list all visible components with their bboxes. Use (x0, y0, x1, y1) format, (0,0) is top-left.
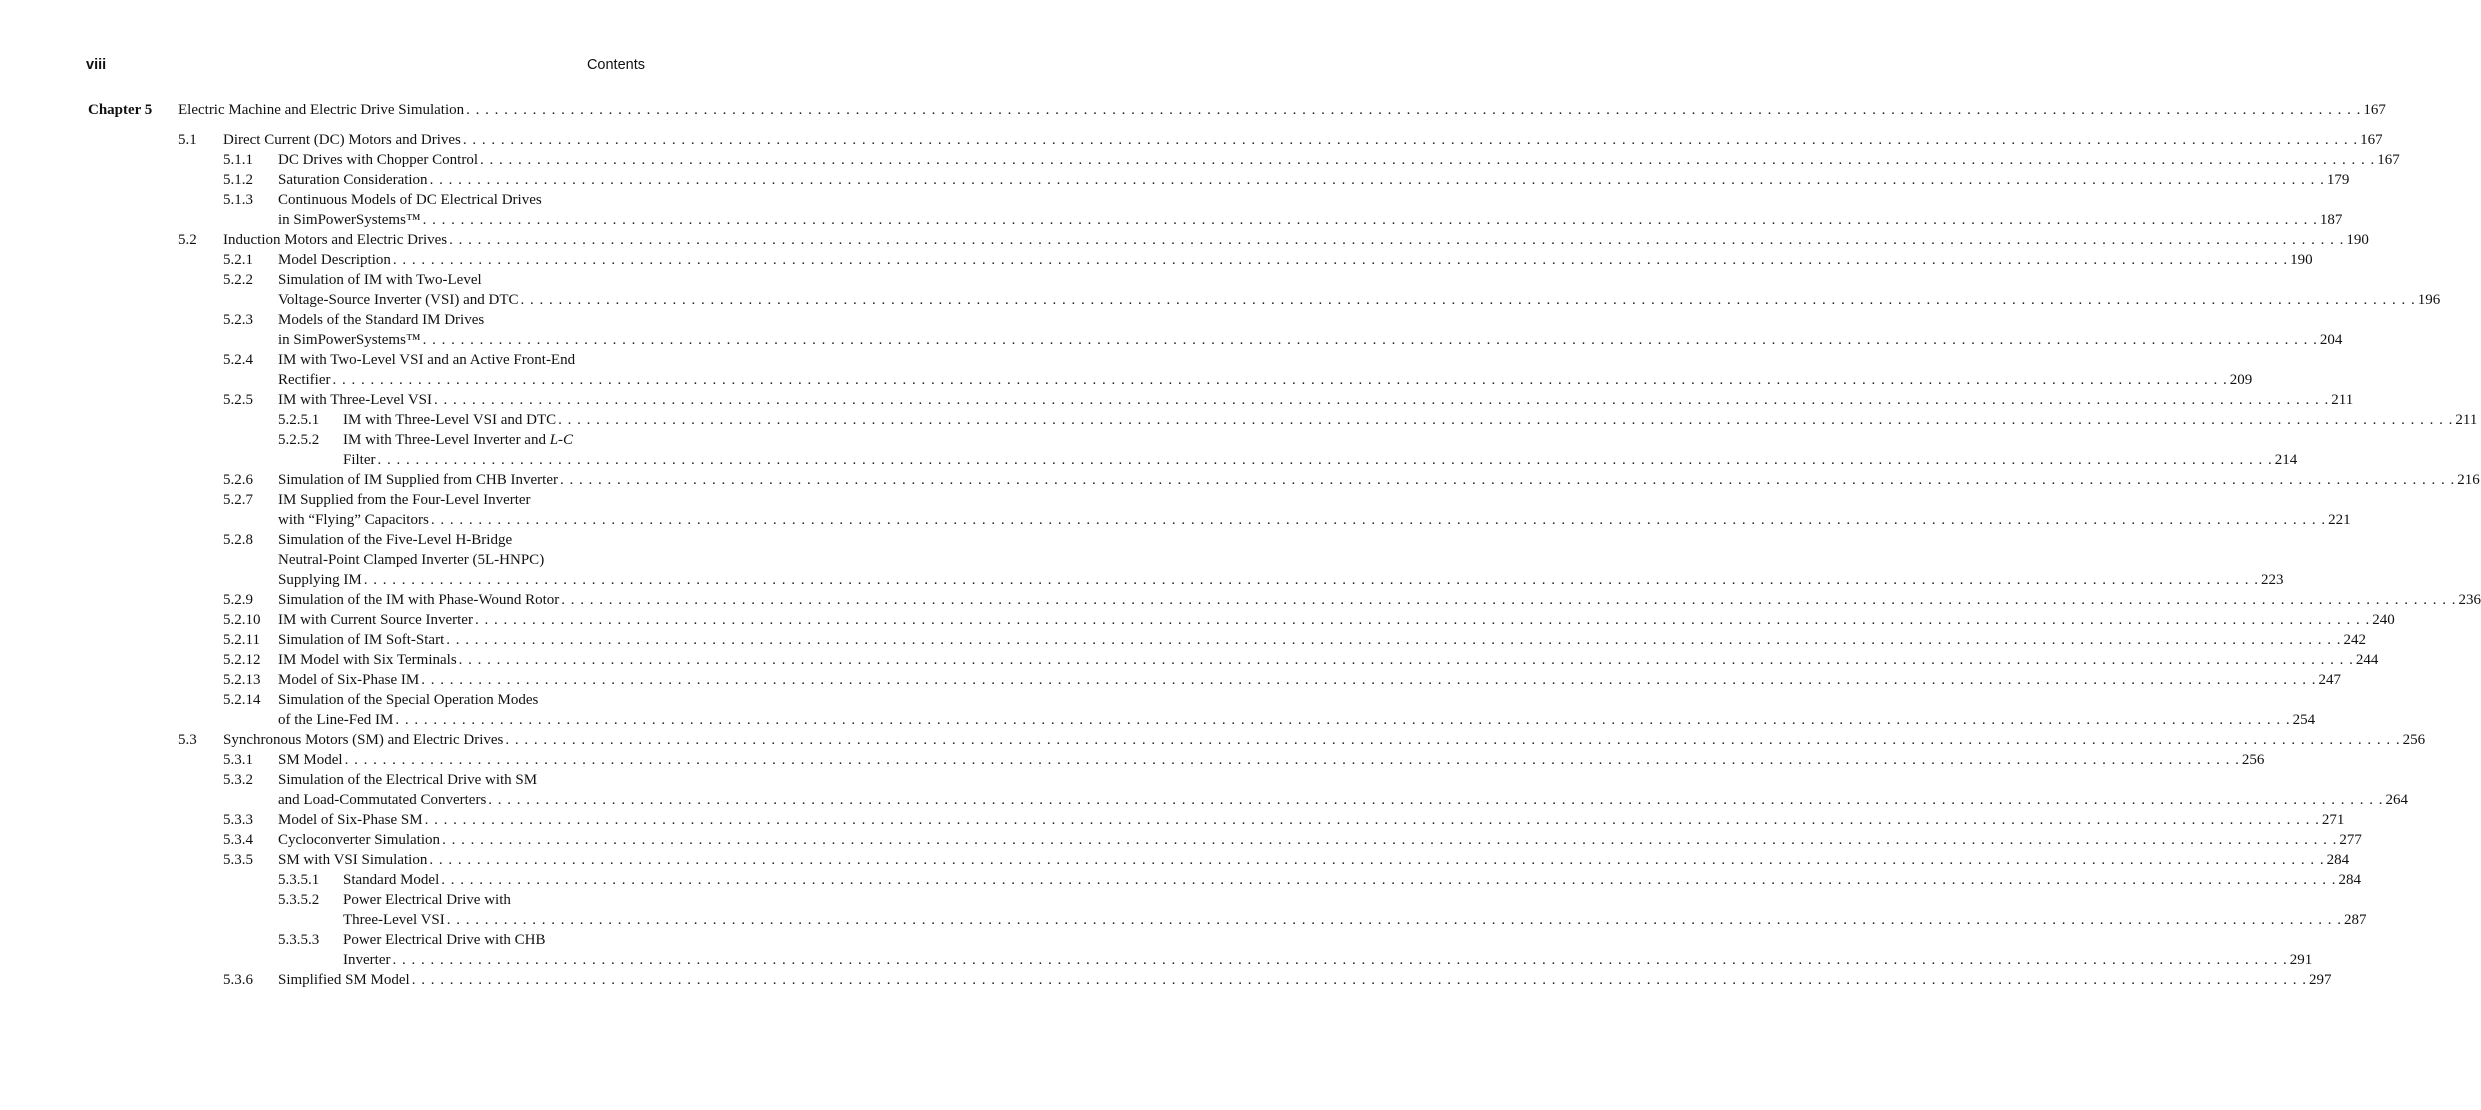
toc-row (0, 790, 2409, 810)
toc-entry (278, 750, 2265, 770)
page-ref: 211 (2331, 392, 2354, 408)
toc-entry (343, 870, 2361, 890)
page-ref: 291 (2289, 952, 2313, 968)
toc-row (0, 950, 2313, 970)
dot-leader: . . . . . . . . . . . . . . . . . . . . . . . . . . . . . . . . . . . . . . . . . . . . . . . . . . . . . . . . . . . . . . . . . . . . . . . . . . . . . . . . . . . . . . . . . . . . . . . . . . . . . . . . . . . . . . . . . . . . . . . . . . . . . . . . . . . . . . . . . . . . . . . . . . . . . . . . . . . . . . . . . . . . . . . . . . . . . . . . . . . . . . . . . . . . . . . . . . . . . . . . (429, 172, 2325, 188)
dot-leader: . . . . . . . . . . . . . . . . . . . . . . . . . . . . . . . . . . . . . . . . . . . . . . . . . . . . . . . . . . . . . . . . . . . . . . . . . . . . . . . . . . . . . . . . . . . . . . . . . . . . . . . . . . . . . . . . . . . . . . . . . . . . . . . . . . . . . . . . . . . . . . . . . . . . . . . . . . . . . . . . . . . . . . . . . . . . . . . . . . . . . . . . . . . . . . . . . . . . . . . . (344, 752, 2240, 768)
page-ref: 196 (2417, 292, 2441, 308)
toc-row (0, 570, 2284, 590)
toc-entry (278, 250, 2313, 270)
section-number: 5.2.2 (223, 272, 253, 288)
page-ref: 209 (2229, 372, 2253, 388)
section-number: 5.3.2 (223, 772, 253, 788)
toc-row (0, 390, 2354, 410)
toc-row (0, 550, 735, 570)
dot-leader: . . . . . . . . . . . . . . . . . . . . . . . . . . . . . . . . . . . . . . . . . . . . . . . . . . . . . . . . . . . . . . . . . . . . . . . . . . . . . . . . . . . . . . . . . . . . . . . . . . . . . . . . . . . . . . . . . . . . . . . . . . . . . . . . . . . . . . . . . . . . . . . . . . . . . . . . . . . . . . . . . . . . . . . . . . . . . . . . . . . . . . . . . . . . . . . . . . . . . . . . (411, 972, 2307, 988)
page-ref: 223 (2261, 572, 2284, 588)
toc-row (0, 590, 2481, 610)
dot-leader: . . . . . . . . . . . . . . . . . . . . . . . . . . . . . . . . . . . . . . . . . . . . . . . . . . . . . . . . . . . . . . . . . . . . . . . . . . . . . . . . . . . . . . . . . . . . . . . . . . . . . . . . . . . . . . . . . . . . . . . . . . . . . . . . . . . . . . . . . . . . . . . . . . . . . . . . . . . . . . . . . . . . . . . . . . . . . . . . . . . . . . . . . . . . . . . . . . . . . . . . (474, 612, 2371, 628)
page-ref: 287 (2344, 912, 2367, 928)
toc-entry (278, 330, 2343, 350)
toc-row (0, 810, 2345, 830)
toc-row (0, 310, 735, 330)
dot-leader: . . . . . . . . . . . . . . . . . . . . . . . . . . . . . . . . . . . . . . . . . . . . . . . . . . . . . . . . . . . . . . . . . . . . . . . . . . . . . . . . . . . . . . . . . . . . . . . . . . . . . . . . . . . . . . . . . . . . . . . . . . . . . . . . . . . . . . . . . . . . . . . . . . . . . . . . . . . . . . . . . . . . . . . . . . . . . . . . . . . . . . . . . . . . . . . . . . . . . . . . (363, 572, 2260, 588)
toc-row (0, 210, 2343, 230)
toc-entry (343, 910, 2367, 930)
section-number: 5.2 (178, 232, 197, 248)
section-title: SM with VSI Simulation (278, 852, 428, 868)
dot-leader: . . . . . . . . . . . . . . . . . . . . . . . . . . . . . . . . . . . . . . . . . . . . . . . . . . . . . . . . . . . . . . . . . . . . . . . . . . . . . . . . . . . . . . . . . . . . . . . . . . . . . . . . . . . . . . . . . . . . . . . . . . . . . . . . . . . . . . . . . . . . . . . . . . . . . . . . . . . . . . . . . . . . . . . . . . . . . . . . . . . . . . . . . . . . . . . . . . . . . . . . (488, 792, 2384, 808)
dot-leader: . . . . . . . . . . . . . . . . . . . . . . . . . . . . . . . . . . . . . . . . . . . . . . . . . . . . . . . . . . . . . . . . . . . . . . . . . . . . . . . . . . . . . . . . . . . . . . . . . . . . . . . . . . . . . . . . . . . . . . . . . . . . . . . . . . . . . . . . . . . . . . . . . . . . . . . . . . . . . . . . . . . . . . . . . . . . . . . . . . . . . . . . . . . . . . . . . . . . . . . . (466, 102, 2362, 118)
dot-leader: . . . . . . . . . . . . . . . . . . . . . . . . . . . . . . . . . . . . . . . . . . . . . . . . . . . . . . . . . . . . . . . . . . . . . . . . . . . . . . . . . . . . . . . . . . . . . . . . . . . . . . . . . . . . . . . . . . . . . . . . . . . . . . . . . . . . . . . . . . . . . . . . . . . . . . . . . . . . . . . . . . . . . . . . . . . . . . . . . . . . . . . . . . . . . . . . . . . . . . . . (558, 412, 2454, 428)
page-ref: 284 (2326, 852, 2350, 868)
page-ref: 221 (2328, 512, 2351, 528)
page-ref: 167 (2360, 132, 2383, 148)
toc-row (0, 230, 2369, 250)
dot-leader: . . . . . . . . . . . . . . . . . . . . . . . . . . . . . . . . . . . . . . . . . . . . . . . . . . . . . . . . . . . . . . . . . . . . . . . . . . . . . . . . . . . . . . . . . . . . . . . . . . . . . . . . . . . . . . . . . . . . . . . . . . . . . . . . . . . . . . . . . . . . . . . . . . . . . . . . . . . . . . . . . . . . . . . . . . . . . . . . . . . . . . . . . . . . . . . . . . . . . . . . (422, 212, 2318, 228)
section-title-line: Neutral-Point Clamped Inverter (5L-HNPC) (278, 552, 545, 568)
toc-entry (223, 130, 2383, 150)
toc-row (0, 750, 2265, 770)
dot-leader: . . . . . . . . . . . . . . . . . . . . . . . . . . . . . . . . . . . . . . . . . . . . . . . . . . . . . . . . . . . . . . . . . . . . . . . . . . . . . . . . . . . . . . . . . . . . . . . . . . . . . . . . . . . . . . . . . . . . . . . . . . . . . . . . . . . . . . . . . . . . . . . . . . . . . . . . . . . . . . . . . . . . . . . . . . . . . . . . . . . . . . . . . . . . . . . . . . . . . . . . (520, 292, 2416, 308)
section-title: Simulation of IM Soft-Start (278, 632, 445, 648)
toc-row (0, 870, 2361, 890)
section-title: Rectifier (278, 372, 331, 388)
section-title-line: IM with Three-Level Inverter and L-C (343, 432, 574, 448)
toc-row (0, 690, 735, 710)
chapter-title: Electric Machine and Electric Drive Simulation (178, 102, 465, 118)
section-title-line: Simulation of IM with Two-Level (278, 272, 482, 288)
section-number: 5.2.5.2 (278, 432, 320, 448)
section-number: 5.1.3 (223, 192, 253, 208)
section-number: 5.3.5.3 (278, 932, 320, 948)
section-title: IM with Three-Level VSI and DTC (343, 412, 557, 428)
dot-leader: . . . . . . . . . . . . . . . . . . . . . . . . . . . . . . . . . . . . . . . . . . . . . . . . . . . . . . . . . . . . . . . . . . . . . . . . . . . . . . . . . . . . . . . . . . . . . . . . . . . . . . . . . . . . . . . . . . . . . . . . . . . . . . . . . . . . . . . . . . . . . . . . . . . . . . . . . . . . . . . . . . . . . . . . . . . . . . . . . . . . . . . . . . . . . . . . . . . . . . . . (422, 332, 2318, 348)
page-ref: 242 (2343, 632, 2366, 648)
section-number: 5.2.3 (223, 312, 253, 328)
toc-row (0, 330, 2343, 350)
page-ref: 244 (2355, 652, 2379, 668)
section-title: Three-Level VSI (343, 912, 445, 928)
toc-row (0, 910, 2367, 930)
section-number: 5.2.10 (223, 612, 261, 628)
section-title: Standard Model (343, 872, 440, 888)
dot-leader: . . . . . . . . . . . . . . . . . . . . . . . . . . . . . . . . . . . . . . . . . . . . . . . . . . . . . . . . . . . . . . . . . . . . . . . . . . . . . . . . . . . . . . . . . . . . . . . . . . . . . . . . . . . . . . . . . . . . . . . . . . . . . . . . . . . . . . . . . . . . . . . . . . . . . . . . . . . . . . . . . . . . . . . . . . . . . . . . . . . . . . . . . . . . . . . . . . . . . . . . (424, 812, 2320, 828)
toc-entry (278, 370, 2253, 390)
toc-row (0, 850, 2350, 870)
section-number: 5.1.1 (223, 152, 253, 168)
running-title: Contents (586, 57, 645, 73)
section-number: 5.2.6 (223, 472, 253, 488)
section-title-line: Models of the Standard IM Drives (278, 312, 485, 328)
section-title: in SimPowerSystems™ (278, 332, 421, 348)
section-title-line: Continuous Models of DC Electrical Drives (278, 192, 542, 208)
section-title-line: Simulation of the Special Operation Modes (278, 692, 539, 708)
toc-row (0, 170, 2350, 190)
section-title: Model Description (278, 252, 391, 268)
section-title: in SimPowerSystems™ (278, 212, 421, 228)
chapter-label: Chapter 5 (88, 102, 153, 118)
section-number: 5.2.4 (223, 352, 253, 368)
section-number: 5.2.9 (223, 592, 253, 608)
dot-leader: . . . . . . . . . . . . . . . . . . . . . . . . . . . . . . . . . . . . . . . . . . . . . . . . . . . . . . . . . . . . . . . . . . . . . . . . . . . . . . . . . . . . . . . . . . . . . . . . . . . . . . . . . . . . . . . . . . . . . . . . . . . . . . . . . . . . . . . . . . . . . . . . . . . . . . . . . . . . . . . . . . . . . . . . . . . . . . . . . . . . . . . . . . . . . . . . . . . . . . . . (462, 132, 2359, 148)
section-title: Synchronous Motors (SM) and Electric Drives (223, 732, 504, 748)
section-title: of the Line-Fed IM (278, 712, 394, 728)
page-ref: 190 (2346, 232, 2369, 248)
section-number: 5.2.5.1 (278, 412, 320, 428)
section-title: with “Flying” Capacitors (278, 512, 429, 528)
toc-entry (278, 790, 2409, 810)
toc-row (0, 290, 2441, 310)
section-title-line: Power Electrical Drive with (343, 892, 511, 908)
toc-row (0, 370, 2253, 390)
dot-leader: . . . . . . . . . . . . . . . . . . . . . . . . . . . . . . . . . . . . . . . . . . . . . . . . . . . . . . . . . . . . . . . . . . . . . . . . . . . . . . . . . . . . . . . . . . . . . . . . . . . . . . . . . . . . . . . . . . . . . . . . . . . . . . . . . . . . . . . . . . . . . . . . . . . . . . . . . . . . . . . . . . . . . . . . . . . . . . . . . . . . . . . . . . . . . . . . . . . . . . . . (458, 652, 2354, 668)
chapter-row (0, 100, 2386, 120)
dot-leader: . . . . . . . . . . . . . . . . . . . . . . . . . . . . . . . . . . . . . . . . . . . . . . . . . . . . . . . . . . . . . . . . . . . . . . . . . . . . . . . . . . . . . . . . . . . . . . . . . . . . . . . . . . . . . . . . . . . . . . . . . . . . . . . . . . . . . . . . . . . . . . . . . . . . . . . . . . . . . . . . . . . . . . . . . . . . . . . . . . . . . . . . . . . . . . . . . . . . . . . . (480, 152, 2376, 168)
toc-row (0, 630, 2366, 650)
toc-row (0, 190, 735, 210)
section-title: Filter (343, 452, 376, 468)
toc-entry (278, 210, 2343, 230)
toc-row (0, 970, 2332, 990)
section-title: Voltage-Source Inverter (VSI) and DTC (278, 292, 519, 308)
page-ref: 240 (2372, 612, 2395, 628)
toc-row (0, 830, 2362, 850)
toc-row (0, 250, 2313, 270)
page-ref: 204 (2319, 332, 2343, 348)
section-number: 5.3.4 (223, 832, 253, 848)
section-title: IM Model with Six Terminals (278, 652, 457, 668)
dot-leader: . . . . . . . . . . . . . . . . . . . . . . . . . . . . . . . . . . . . . . . . . . . . . . . . . . . . . . . . . . . . . . . . . . . . . . . . . . . . . . . . . . . . . . . . . . . . . . . . . . . . . . . . . . . . . . . . . . . . . . . . . . . . . . . . . . . . . . . . . . . . . . . . . . . . . . . . . . . . . . . . . . . . . . . . . . . . . . . . . . . . . . . . . . . . . . . . . . . . . . . . (446, 912, 2343, 928)
toc-entry (278, 390, 2354, 410)
toc-entry (278, 970, 2332, 990)
dot-leader: . . . . . . . . . . . . . . . . . . . . . . . . . . . . . . . . . . . . . . . . . . . . . . . . . . . . . . . . . . . . . . . . . . . . . . . . . . . . . . . . . . . . . . . . . . . . . . . . . . . . . . . . . . . . . . . . . . . . . . . . . . . . . . . . . . . . . . . . . . . . . . . . . . . . . . . . . . . . . . . . . . . . . . . . . . . . . . . . . . . . . . . . . . . . . . . . . . . . . . . . (429, 852, 2325, 868)
toc-entry (223, 230, 2369, 250)
toc-entry (223, 730, 2426, 750)
dot-leader: . . . . . . . . . . . . . . . . . . . . . . . . . . . . . . . . . . . . . . . . . . . . . . . . . . . . . . . . . . . . . . . . . . . . . . . . . . . . . . . . . . . . . . . . . . . . . . . . . . . . . . . . . . . . . . . . . . . . . . . . . . . . . . . . . . . . . . . . . . . . . . . . . . . . . . . . . . . . . . . . . . . . . . . . . . . . . . . . . . . . . . . . . . . . . . . . . . . . . . . . (446, 632, 2342, 648)
dot-leader: . . . . . . . . . . . . . . . . . . . . . . . . . . . . . . . . . . . . . . . . . . . . . . . . . . . . . . . . . . . . . . . . . . . . . . . . . . . . . . . . . . . . . . . . . . . . . . . . . . . . . . . . . . . . . . . . . . . . . . . . . . . . . . . . . . . . . . . . . . . . . . . . . . . . . . . . . . . . . . . . . . . . . . . . . . . . . . . . . . . . . . . . . . . . . . . . . . . . . . . . (377, 452, 2273, 468)
toc-row (0, 270, 735, 290)
toc-entry (278, 610, 2395, 630)
toc-entry (278, 650, 2379, 670)
dot-leader: . . . . . . . . . . . . . . . . . . . . . . . . . . . . . . . . . . . . . . . . . . . . . . . . . . . . . . . . . . . . . . . . . . . . . . . . . . . . . . . . . . . . . . . . . . . . . . . . . . . . . . . . . . . . . . . . . . . . . . . . . . . . . . . . . . . . . . . . . . . . . . . . . . . . . . . . . . . . . . . . . . . . . . . . . . . . . . . . . . . . . . . . . . . . . . . . . . . . . . . . (441, 872, 2337, 888)
page-ref: 214 (2274, 452, 2298, 468)
dot-leader: . . . . . . . . . . . . . . . . . . . . . . . . . . . . . . . . . . . . . . . . . . . . . . . . . . . . . . . . . . . . . . . . . . . . . . . . . . . . . . . . . . . . . . . . . . . . . . . . . . . . . . . . . . . . . . . . . . . . . . . . . . . . . . . . . . . . . . . . . . . . . . . . . . . . . . . . . . . . . . . . . . . . . . . . . . . . . . . . . . . . . . . . . . . . . . . . . . . . . . . . (442, 832, 2338, 848)
section-title-line: Simulation of the Five-Level H-Bridge (278, 532, 513, 548)
section-title: Direct Current (DC) Motors and Drives (223, 132, 461, 148)
chapter-entry (178, 100, 2386, 120)
page-ref: 256 (2241, 752, 2265, 768)
toc-entry (278, 850, 2350, 870)
dot-leader: . . . . . . . . . . . . . . . . . . . . . . . . . . . . . . . . . . . . . . . . . . . . . . . . . . . . . . . . . . . . . . . . . . . . . . . . . . . . . . . . . . . . . . . . . . . . . . . . . . . . . . . . . . . . . . . . . . . . . . . . . . . . . . . . . . . . . . . . . . . . . . . . . . . . . . . . . . . . . . . . . . . . . . . . . . . . . . . . . . . . . . . . . . . . . . . . . . . . . . . . (392, 952, 2288, 968)
toc-row (0, 670, 2341, 690)
toc-row (0, 890, 735, 910)
toc-entry (343, 410, 2478, 430)
section-title: IM with Current Source Inverter (278, 612, 473, 628)
section-title-line: Power Electrical Drive with CHB (343, 932, 546, 948)
section-number: 5.3.1 (223, 752, 253, 768)
toc-entry (278, 150, 2400, 170)
section-number: 5.2.11 (223, 632, 260, 648)
section-number: 5.3.5.1 (278, 872, 320, 888)
section-number: 5.2.5 (223, 392, 253, 408)
section-title: Saturation Consideration (278, 172, 428, 188)
toc-entry (343, 950, 2313, 970)
dot-leader: . . . . . . . . . . . . . . . . . . . . . . . . . . . . . . . . . . . . . . . . . . . . . . . . . . . . . . . . . . . . . . . . . . . . . . . . . . . . . . . . . . . . . . . . . . . . . . . . . . . . . . . . . . . . . . . . . . . . . . . . . . . . . . . . . . . . . . . . . . . . . . . . . . . . . . . . . . . . . . . . . . . . . . . . . . . . . . . . . . . . . . . . . . . . . . . . . . . . . . . . (505, 732, 2401, 748)
toc-row (0, 650, 2379, 670)
section-number: 5.2.7 (223, 492, 253, 508)
section-title: Simplified SM Model (278, 972, 410, 988)
section-title: Inverter (343, 952, 391, 968)
toc-row (0, 410, 2478, 430)
section-number: 5.2.14 (223, 692, 261, 708)
section-number: 5.1 (178, 132, 197, 148)
toc-entry (278, 510, 2351, 530)
dot-leader: . . . . . . . . . . . . . . . . . . . . . . . . . . . . . . . . . . . . . . . . . . . . . . . . . . . . . . . . . . . . . . . . . . . . . . . . . . . . . . . . . . . . . . . . . . . . . . . . . . . . . . . . . . . . . . . . . . . . . . . . . . . . . . . . . . . . . . . . . . . . . . . . . . . . . . . . . . . . . . . . . . . . . . . . . . . . . . . . . . . . . . . . . . . . . . . . . . . . . . . . (434, 392, 2330, 408)
toc-row (0, 350, 735, 370)
dot-leader: . . . . . . . . . . . . . . . . . . . . . . . . . . . . . . . . . . . . . . . . . . . . . . . . . . . . . . . . . . . . . . . . . . . . . . . . . . . . . . . . . . . . . . . . . . . . . . . . . . . . . . . . . . . . . . . . . . . . . . . . . . . . . . . . . . . . . . . . . . . . . . . . . . . . . . . . . . . . . . . . . . . . . . . . . . . . . . . . . . . . . . . . . . . . . . . . . . . . . . . . (430, 512, 2327, 528)
section-title: SM Model (278, 752, 343, 768)
page-ref: 190 (2290, 252, 2313, 268)
dot-leader: . . . . . . . . . . . . . . . . . . . . . . . . . . . . . . . . . . . . . . . . . . . . . . . . . . . . . . . . . . . . . . . . . . . . . . . . . . . . . . . . . . . . . . . . . . . . . . . . . . . . . . . . . . . . . . . . . . . . . . . . . . . . . . . . . . . . . . . . . . . . . . . . . . . . . . . . . . . . . . . . . . . . . . . . . . . . . . . . . . . . . . . . . . . . . . . . . . . . . . . . (392, 252, 2289, 268)
section-title: Supplying IM (278, 572, 362, 588)
toc-entry (278, 830, 2362, 850)
toc-row (0, 770, 735, 790)
dot-leader: . . . . . . . . . . . . . . . . . . . . . . . . . . . . . . . . . . . . . . . . . . . . . . . . . . . . . . . . . . . . . . . . . . . . . . . . . . . . . . . . . . . . . . . . . . . . . . . . . . . . . . . . . . . . . . . . . . . . . . . . . . . . . . . . . . . . . . . . . . . . . . . . . . . . . . . . . . . . . . . . . . . . . . . . . . . . . . . . . . . . . . . . . . . . . . . . . . . . . . . . (561, 592, 2457, 608)
toc-row (0, 490, 735, 510)
section-number: 5.2.13 (223, 672, 261, 688)
dot-leader: . . . . . . . . . . . . . . . . . . . . . . . . . . . . . . . . . . . . . . . . . . . . . . . . . . . . . . . . . . . . . . . . . . . . . . . . . . . . . . . . . . . . . . . . . . . . . . . . . . . . . . . . . . . . . . . . . . . . . . . . . . . . . . . . . . . . . . . . . . . . . . . . . . . . . . . . . . . . . . . . . . . . . . . . . . . . . . . . . . . . . . . . . . . . . . . . . . . . . . . . (395, 712, 2291, 728)
section-title: Induction Motors and Electric Drives (223, 232, 448, 248)
dot-leader: . . . . . . . . . . . . . . . . . . . . . . . . . . . . . . . . . . . . . . . . . . . . . . . . . . . . . . . . . . . . . . . . . . . . . . . . . . . . . . . . . . . . . . . . . . . . . . . . . . . . . . . . . . . . . . . . . . . . . . . . . . . . . . . . . . . . . . . . . . . . . . . . . . . . . . . . . . . . . . . . . . . . . . . . . . . . . . . . . . . . . . . . . . . . . . . . . . . . . . . . (559, 472, 2456, 488)
toc-entry (278, 570, 2284, 590)
section-title: Simulation of the IM with Phase-Wound Rotor (278, 592, 560, 608)
section-title-line: Simulation of the Electrical Drive with SM (278, 772, 538, 788)
page-ref: 216 (2457, 472, 2480, 488)
section-number: 5.3 (178, 732, 197, 748)
toc-entry (278, 590, 2481, 610)
section-number: 5.3.5.2 (278, 892, 320, 908)
section-title-line: IM with Two-Level VSI and an Active Front-End (278, 352, 576, 368)
section-number: 5.2.12 (223, 652, 261, 668)
chapter-page: 167 (2363, 102, 2386, 118)
page-ref: 271 (2321, 812, 2345, 828)
page-ref: 187 (2319, 212, 2343, 228)
section-number: 5.1.2 (223, 172, 253, 188)
toc-entry (343, 450, 2298, 470)
section-number: 5.2.1 (223, 252, 253, 268)
page-ref: 264 (2385, 792, 2409, 808)
page-ref: 211 (2455, 412, 2478, 428)
section-number: 5.3.5 (223, 852, 253, 868)
section-number: 5.3.3 (223, 812, 253, 828)
toc-row (0, 430, 735, 450)
section-title: IM with Three-Level VSI (278, 392, 432, 408)
dot-leader: . . . . . . . . . . . . . . . . . . . . . . . . . . . . . . . . . . . . . . . . . . . . . . . . . . . . . . . . . . . . . . . . . . . . . . . . . . . . . . . . . . . . . . . . . . . . . . . . . . . . . . . . . . . . . . . . . . . . . . . . . . . . . . . . . . . . . . . . . . . . . . . . . . . . . . . . . . . . . . . . . . . . . . . . . . . . . . . . . . . . . . . . . . . . . . . . . . . . . . . . (449, 232, 2345, 248)
section-title: Model of Six-Phase IM (278, 672, 420, 688)
section-number: 5.2.8 (223, 532, 253, 548)
section-title: DC Drives with Chopper Control (278, 152, 478, 168)
section-title: Model of Six-Phase SM (278, 812, 423, 828)
toc-entry (278, 630, 2366, 650)
section-title: Cycloconverter Simulation (278, 832, 441, 848)
toc-entry (278, 710, 2316, 730)
page-number: viii (86, 57, 107, 73)
dot-leader: . . . . . . . . . . . . . . . . . . . . . . . . . . . . . . . . . . . . . . . . . . . . . . . . . . . . . . . . . . . . . . . . . . . . . . . . . . . . . . . . . . . . . . . . . . . . . . . . . . . . . . . . . . . . . . . . . . . . . . . . . . . . . . . . . . . . . . . . . . . . . . . . . . . . . . . . . . . . . . . . . . . . . . . . . . . . . . . . . . . . . . . . . . . . . . . . . . . . . . . . (332, 372, 2228, 388)
toc-row (0, 510, 2351, 530)
section-title-line: IM Supplied from the Four-Level Inverter (278, 492, 531, 508)
toc-row (0, 450, 2298, 470)
toc-entry (278, 810, 2345, 830)
toc-row (0, 930, 735, 950)
toc-row (0, 470, 2480, 490)
page-ref: 256 (2402, 732, 2426, 748)
dot-leader: . . . . . . . . . . . . . . . . . . . . . . . . . . . . . . . . . . . . . . . . . . . . . . . . . . . . . . . . . . . . . . . . . . . . . . . . . . . . . . . . . . . . . . . . . . . . . . . . . . . . . . . . . . . . . . . . . . . . . . . . . . . . . . . . . . . . . . . . . . . . . . . . . . . . . . . . . . . . . . . . . . . . . . . . . . . . . . . . . . . . . . . . . . . . . . . . . . . . . . . . (421, 672, 2317, 688)
toc-row (0, 530, 735, 550)
page-ref: 167 (2377, 152, 2400, 168)
toc-entry (278, 670, 2341, 690)
section-title: and Load-Commutated Converters (278, 792, 487, 808)
toc-row (0, 610, 2395, 630)
page-ref: 247 (2318, 672, 2341, 688)
section-number: 5.3.6 (223, 972, 253, 988)
page-ref: 179 (2326, 172, 2350, 188)
page-ref: 254 (2292, 712, 2316, 728)
toc-row (0, 150, 2400, 170)
toc-row (0, 730, 2426, 750)
toc-entry (278, 170, 2350, 190)
toc-row (0, 130, 2383, 150)
page-ref: 297 (2308, 972, 2332, 988)
toc-entry (278, 290, 2441, 310)
toc-entry (278, 470, 2480, 490)
toc-row (0, 710, 2316, 730)
page-ref: 284 (2338, 872, 2361, 888)
page-ref: 277 (2339, 832, 2362, 848)
section-title: Simulation of IM Supplied from CHB Inverter (278, 472, 558, 488)
page-ref: 236 (2458, 592, 2481, 608)
